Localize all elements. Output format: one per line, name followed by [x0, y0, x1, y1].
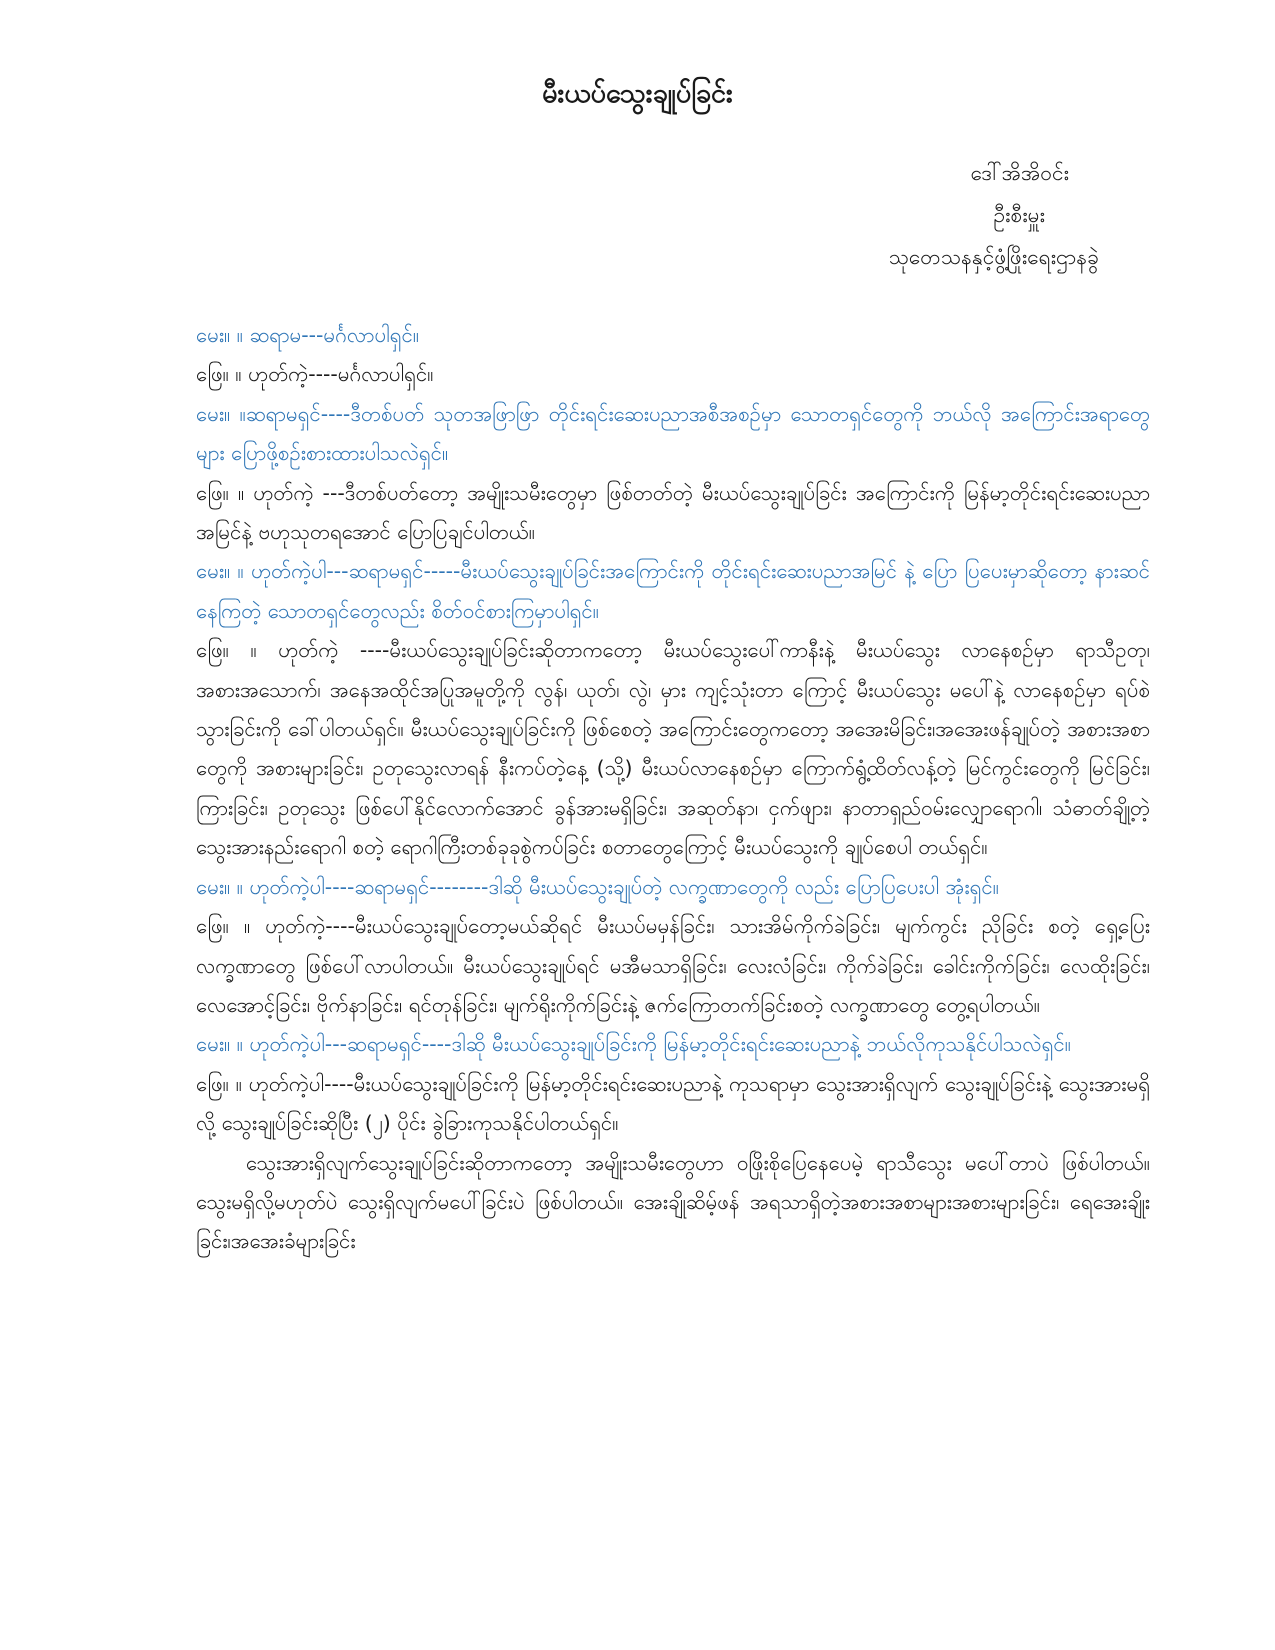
answer-paragraph: ဖြေ။ ။ ဟုတ်ကဲ့ ----မီးယပ်သွေးချုပ်ခြင်းဆိုတာကတော့ မီးယပ်သွေးပေါ်ကာနီးနဲ့ မီးယပ်သွေး လာနေစဉ်မှာ ရာသီဥတု၊ အစားအသောက်၊ အနေအထိုင်အပြုအမူတို့ကို လွန်၊ ယုတ်၊ လွဲ၊ မှား ကျင့်သုံးတာ ကြောင့် မီးယပ်သွေး မပေါ်နဲ့ လာနေစဉ်မှာ ရပ်စဲသွားခြင်းကို ခေါ်ပါတယ်ရှင်။ မီးယပ်သွေးချုပ်ခြင်းကို ဖြစ်စေတဲ့ အကြောင်းတွေကတော့ အအေးမိခြင်း၊အအေးဖန်ချုပ်တဲ့ အစားအစာတွေကို အစားများခြင်း၊ ဥတုသွေးလာရန် နီးကပ်တဲ့နေ့ (သို့) မီးယပ်လာနေစဥ်မှာ ကြောက်ရွံ့ထိတ်လန့်တဲ့ မြင်ကွင်းတွေကို မြင်ခြင်း၊ ကြားခြင်း၊ ဥတုသွေး ဖြစ်ပေါ်နိုင်လောက်အောင် ခွန်အားမရှိခြင်း၊ အဆုတ်နာ၊ ငှက်ဖျား၊ နာတာရှည်ဝမ်းလျှောရောဂါ၊ သံဓာတ်ချို့တဲ့ သွေးအားနည်းရောဂါ စတဲ့ ရောဂါကြီးတစ်ခုခုစွဲကပ်ခြင်း စတာတွေကြောင့် မီးယပ်သွေးကို ချုပ်စေပါ တယ်ရှင်။ [196, 638, 1150, 860]
question-paragraph: မေး။ ။ ဟုတ်ကဲ့ပါ----ဆရာမရှင်--------ဒါဆို မီးယပ်သွေးချုပ်တဲ့ လက္ခဏာတွေကို လည်း ပြောပြပေးပါ အုံးရှင်။ [196, 874, 999, 899]
author-position: ဦးစီးမှူး [993, 203, 1045, 227]
interview-body [196, 316, 1150, 1262]
answer-paragraph: ဖြေ။ ။ ဟုတ်ကဲ့----မီးယပ်သွေးချုပ်တော့မယ်ဆိုရင် မီးယပ်မမှန်ခြင်း၊ သားအိမ်ကိုက်ခဲခြင်း၊ မျက်ကွင်း ညိုခြင်း စတဲ့ ရှေ့ပြေးလက္ခဏာတွေ ဖြစ်ပေါ်လာပါတယ်။ မီးယပ်သွေးချုပ်ရင် မအီမသာရှိခြင်း၊ လေးလံခြင်း၊ ကိုက်ခဲခြင်း၊ ခေါင်းကိုက်ခြင်း၊ လေထိုးခြင်း၊လေအောင့်ခြင်း၊ ဗိုက်နာခြင်း၊ ရင်တုန်ခြင်း၊ မျက်ရိုးကိုက်ခြင်းနဲ့ ဇက်ကြောတက်ခြင်းစတဲ့ လက္ခဏာတွေ တွေ့ရပါတယ်။ [196, 914, 1150, 1017]
author-byline [889, 152, 1099, 278]
document-title: မီးယပ်သွေးချုပ်ခြင်း [542, 78, 733, 109]
question-paragraph: မေး။ ။ ဆရာမ---မင်္ဂလာပါရှင်။ [196, 323, 420, 347]
answer-paragraph: ဖြေ။ ။ ဟုတ်ကဲ့----မင်္ဂလာပါရှင်။ [196, 362, 434, 387]
author-name: ဒေါ်အိအိဝင်း [970, 161, 1069, 185]
author-department: သုတေသနနှင့်ဖွံ့ဖြိုးရေးဌာနခွဲ [888, 245, 1099, 269]
question-paragraph: မေး။ ။ ဟုတ်ကဲ့ပါ---ဆရာမရှင်----ဒါဆို မီးယပ်သွေးချုပ်ခြင်းကို မြန်မာ့တိုင်းရင်းဆေးပညာနဲ့ ဘယ်လိုကုသနိုင်ပါသလဲရှင်။ [196, 1032, 1071, 1057]
question-paragraph: မေး။ ။ဆရာမရှင်----ဒီတစ်ပတ် သုတအဖြာဖြာ တိုင်းရင်းဆေးပညာအစီအစဥ်မှာ သောတရှင်တွေကို ဘယ်လို အကြောင်းအရာတွေများ ပြောဖို့စဥ်းစားထားပါသလဲရှင်။ [196, 401, 1150, 466]
answer-paragraph-continued: သွေးအားရှိလျက်သွေးချုပ်ခြင်းဆိုတာကတော့ အမျိုးသမီးတွေဟာ ဝဖြိုးစိုပြေနေပေမဲ့ ရာသီသွေး မပေါ်တာပဲ ဖြစ်ပါတယ်။ သွေးမရှိလို့မဟုတ်ပဲ သွေးရှိလျက်မပေါ်ခြင်းပဲ ဖြစ်ပါတယ်။ အေးချိုဆိမ့်ဖန် အရသာရှိတဲ့အစားအစာများအစားများခြင်း၊ ရေအေးချိုးခြင်း၊အအေးခံများခြင်း [196, 1150, 1150, 1254]
answer-paragraph: ဖြေ။ ။ ဟုတ်ကဲ့ ---ဒီတစ်ပတ်တော့ အမျိုးသမီးတွေမှာ ဖြစ်တတ်တဲ့ မီးယပ်သွေးချုပ်ခြင်း အကြောင်းကို မြန်မာ့တိုင်းရင်းဆေးပညာအမြင်နဲ့ ဗဟုသုတရအောင် ပြောပြချင်ပါတယ်။ [196, 480, 1150, 545]
answer-paragraph: ဖြေ။ ။ ဟုတ်ကဲ့ပါ----မီးယပ်သွေးချုပ်ခြင်းကို မြန်မာ့တိုင်းရင်းဆေးပညာနဲ့ ကုသရာမှာ သွေးအားရှိလျက် သွေးချုပ်ခြင်းနဲ့ သွေးအားမရှိလို့ သွေးချုပ်ခြင်းဆိုပြီး (၂) ပိုင်း ခွဲခြားကုသနိုင်ပါတယ်ရှင်။ [196, 1071, 1150, 1136]
question-paragraph: မေး။ ။ ဟုတ်ကဲ့ပါ---ဆရာမရှင်-----မီးယပ်သွေးချုပ်ခြင်းအကြောင်းကို တိုင်းရင်းဆေးပညာအမြင် နဲ့ ပြော ပြပေးမှာဆိုတော့ နားဆင်နေကြတဲ့ သောတရှင်တွေလည်း စိတ်ဝင်စားကြမှာပါရှင်။ [196, 559, 1150, 623]
